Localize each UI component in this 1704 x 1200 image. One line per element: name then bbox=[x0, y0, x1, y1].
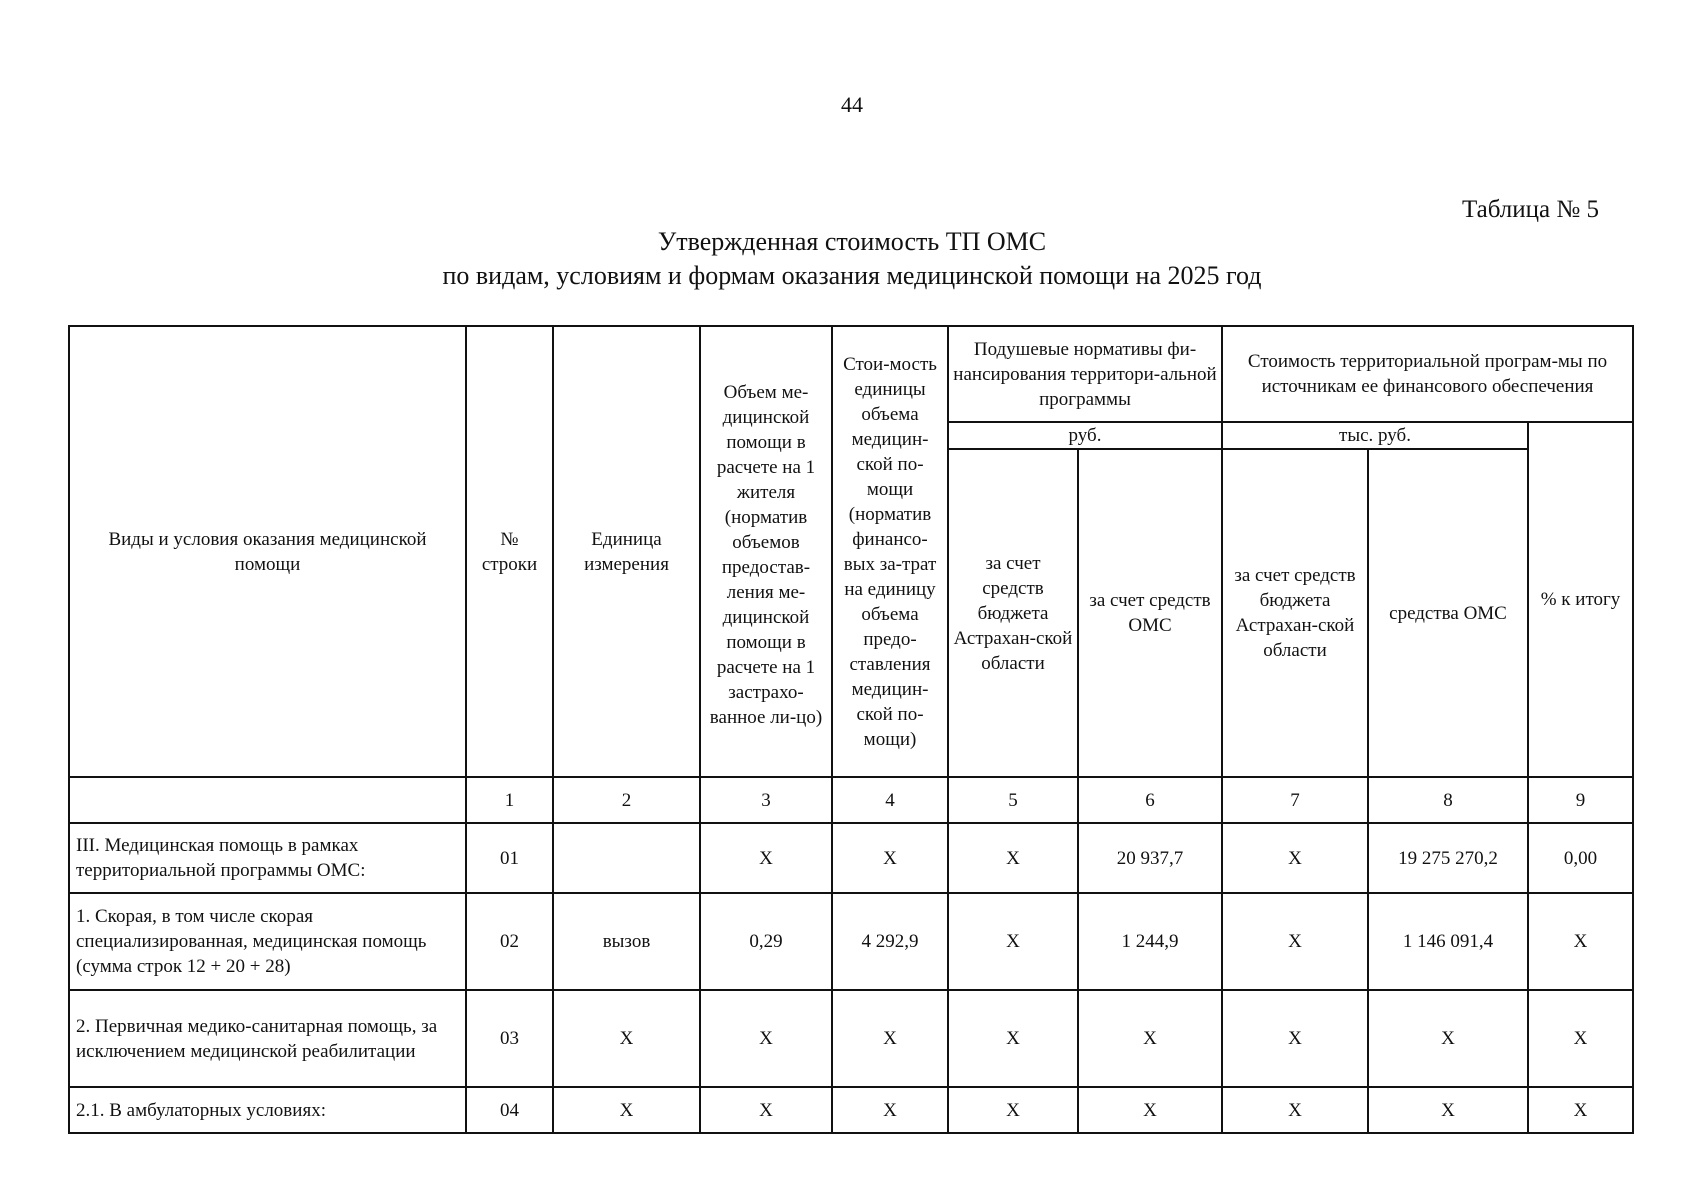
column-number: 7 bbox=[1222, 777, 1368, 823]
column-number: 9 bbox=[1528, 777, 1633, 823]
table-label: Таблица № 5 bbox=[1461, 196, 1599, 223]
column-number: 3 bbox=[700, 777, 832, 823]
column-number bbox=[69, 777, 466, 823]
column-number: 6 bbox=[1078, 777, 1222, 823]
cell-unit bbox=[553, 823, 700, 893]
column-number: 2 bbox=[553, 777, 700, 823]
cell-oms-2: X bbox=[1368, 990, 1528, 1087]
cell-cost: X bbox=[832, 823, 948, 893]
document-title bbox=[0, 225, 1704, 293]
row-label: III. Медицинская помощь в рамках территориальной программы ОМС: bbox=[69, 823, 466, 893]
cost-table bbox=[68, 325, 1634, 1134]
header-budget: за счет средств бюджета Астрахан-ской области bbox=[948, 449, 1078, 777]
cell-budget: X bbox=[948, 990, 1078, 1087]
cell-budget-2: X bbox=[1222, 990, 1368, 1087]
cell-oms: 1 244,9 bbox=[1078, 893, 1222, 990]
column-number: 1 bbox=[466, 777, 553, 823]
cell-volume: X bbox=[700, 990, 832, 1087]
column-number: 4 bbox=[832, 777, 948, 823]
header-oms-2: средства ОМС bbox=[1368, 449, 1528, 777]
column-number: 5 bbox=[948, 777, 1078, 823]
cell-budget-2: X bbox=[1222, 1087, 1368, 1133]
header-per-capita-group: Подушевые нормативы фи-нансирования территори-альной программы bbox=[948, 326, 1222, 422]
header-volume: Объем ме-дицинской помощи в расчете на 1 жителя (норматив объемов предостав-ления ме-дицинской помощи в расчете на 1 застрахо-ванное ли-цо) bbox=[700, 326, 832, 777]
table-row bbox=[69, 823, 1633, 893]
cell-budget: X bbox=[948, 1087, 1078, 1133]
row-number: 03 bbox=[466, 990, 553, 1087]
cell-oms-2: X bbox=[1368, 1087, 1528, 1133]
cell-budget-2: X bbox=[1222, 823, 1368, 893]
cell-percent: X bbox=[1528, 893, 1633, 990]
cost-table-container bbox=[68, 325, 1632, 1134]
cell-percent: X bbox=[1528, 1087, 1633, 1133]
table-row bbox=[69, 1087, 1633, 1133]
column-number-row bbox=[69, 777, 1633, 823]
row-number: 01 bbox=[466, 823, 553, 893]
cell-oms: X bbox=[1078, 1087, 1222, 1133]
header-cost-group: Стоимость территориальной програм-мы по источникам ее финансового обеспечения bbox=[1222, 326, 1633, 422]
row-number: 04 bbox=[466, 1087, 553, 1133]
title-line-2: по видам, условиям и формам оказания медицинской помощи на 2025 год bbox=[442, 261, 1262, 290]
title-line-1: Утвержденная стоимость ТП ОМС bbox=[657, 227, 1047, 256]
cell-cost: X bbox=[832, 990, 948, 1087]
cell-oms: 20 937,7 bbox=[1078, 823, 1222, 893]
cell-unit: X bbox=[553, 1087, 700, 1133]
cell-cost: 4 292,9 bbox=[832, 893, 948, 990]
cell-percent: 0,00 bbox=[1528, 823, 1633, 893]
column-number: 8 bbox=[1368, 777, 1528, 823]
cell-oms-2: 1 146 091,4 bbox=[1368, 893, 1528, 990]
row-number: 02 bbox=[466, 893, 553, 990]
cell-unit: вызов bbox=[553, 893, 700, 990]
header-kinds: Виды и условия оказания медицинской помощи bbox=[69, 326, 466, 777]
header-budget-2: за счет средств бюджета Астрахан-ской области bbox=[1222, 449, 1368, 777]
table-row bbox=[69, 893, 1633, 990]
page-number: 44 bbox=[841, 92, 863, 117]
cell-volume: X bbox=[700, 1087, 832, 1133]
table-row bbox=[69, 990, 1633, 1087]
header-cost: Стои-мость единицы объема медицин-ской по-мощи (норматив финансо-вых за-трат на единицу объема предо-ставления медицин-ской по-мощи) bbox=[832, 326, 948, 777]
row-label: 1. Скорая, в том числе скорая специализированная, медицинская помощь (сумма строк 12 + 20 + 28) bbox=[69, 893, 466, 990]
cell-cost: X bbox=[832, 1087, 948, 1133]
cell-oms: X bbox=[1078, 990, 1222, 1087]
header-cost-unit: тыс. руб. bbox=[1222, 422, 1528, 449]
header-per-capita-unit: руб. bbox=[948, 422, 1222, 449]
cell-budget: X bbox=[948, 823, 1078, 893]
cell-volume: X bbox=[700, 823, 832, 893]
cell-oms-2: 19 275 270,2 bbox=[1368, 823, 1528, 893]
row-label: 2.1. В амбулаторных условиях: bbox=[69, 1087, 466, 1133]
header-unit: Единица измерения bbox=[553, 326, 700, 777]
row-label: 2. Первичная медико-санитарная помощь, за исключением медицинской реабилитации bbox=[69, 990, 466, 1087]
cell-volume: 0,29 bbox=[700, 893, 832, 990]
cell-budget: X bbox=[948, 893, 1078, 990]
header-percent: % к итогу bbox=[1528, 422, 1633, 777]
cell-budget-2: X bbox=[1222, 893, 1368, 990]
cell-percent: X bbox=[1528, 990, 1633, 1087]
header-oms: за счет средств ОМС bbox=[1078, 449, 1222, 777]
cell-unit: X bbox=[553, 990, 700, 1087]
header-row-number: № строки bbox=[466, 326, 553, 777]
